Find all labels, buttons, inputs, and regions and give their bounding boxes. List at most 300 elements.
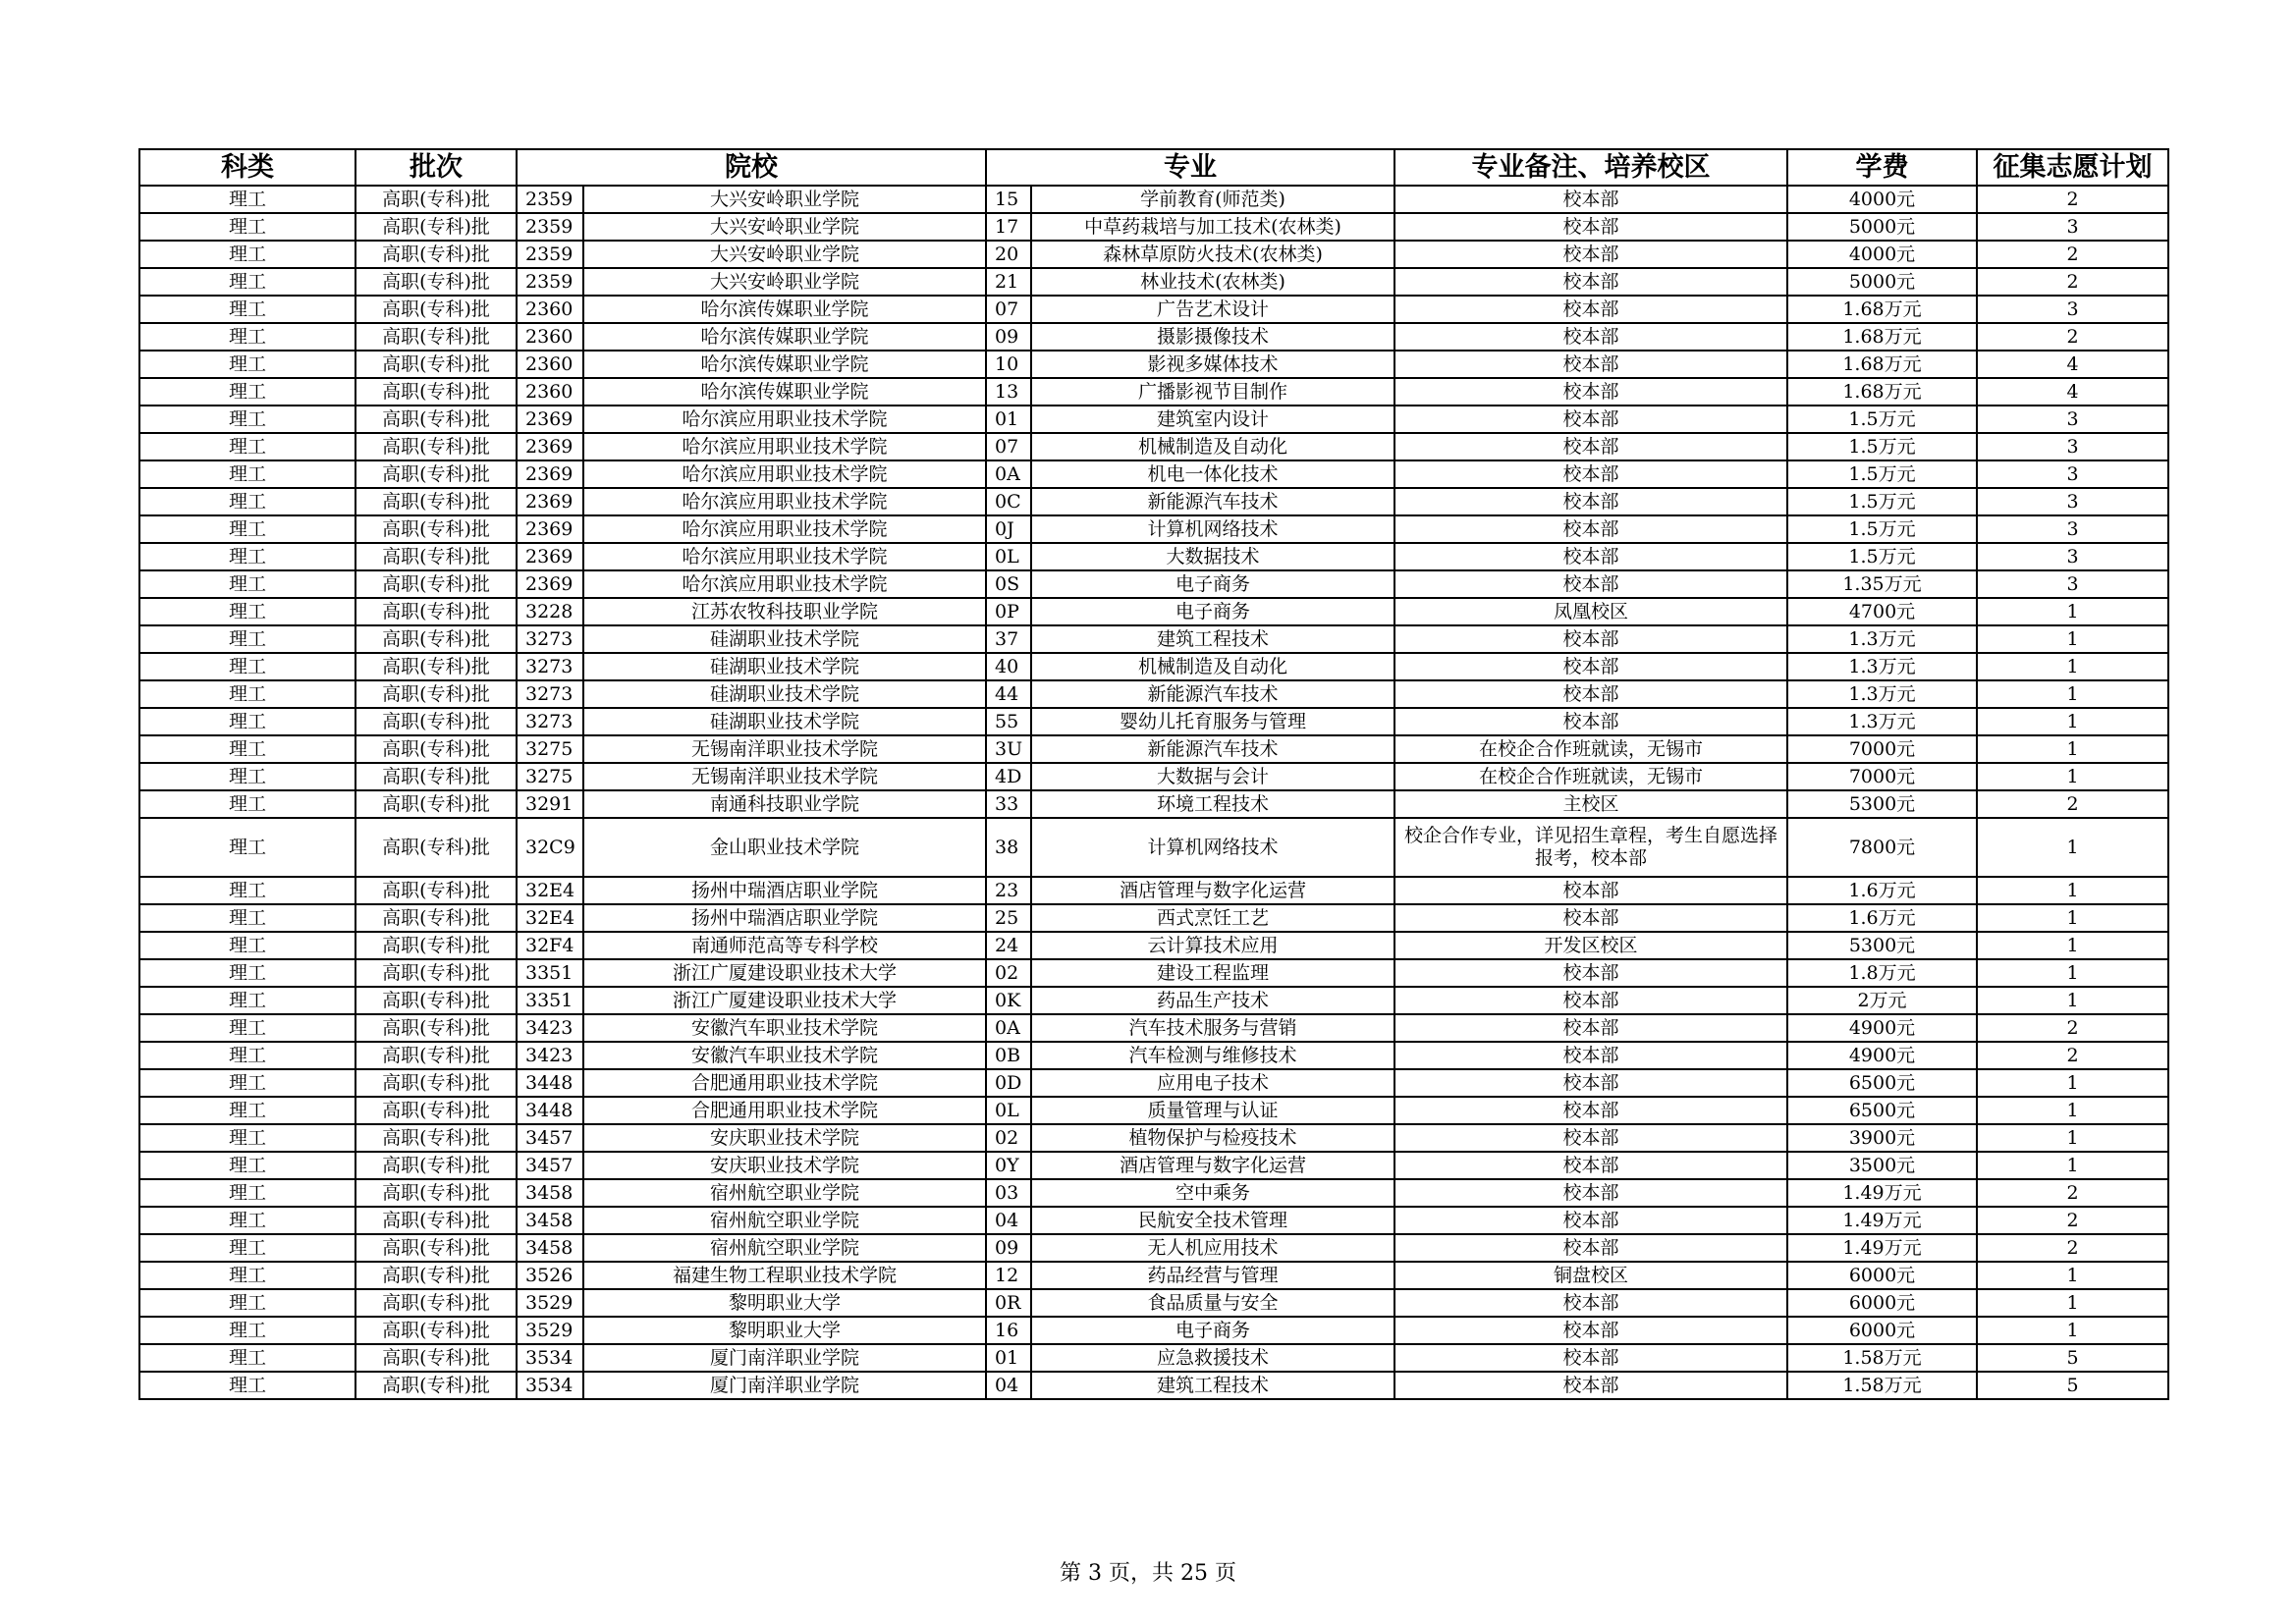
- plan-cell: 3: [1977, 213, 2168, 241]
- batch-cell: 高职(专科)批: [355, 1317, 517, 1344]
- major-name-cell: 质量管理与认证: [1031, 1097, 1394, 1124]
- major-code-cell: 55: [986, 708, 1031, 735]
- batch-cell: 高职(专科)批: [355, 406, 517, 433]
- major-name-cell: 大数据技术: [1031, 543, 1394, 570]
- plan-cell: 1: [1977, 1152, 2168, 1179]
- header-category: 科类: [139, 149, 355, 186]
- tuition-cell: 1.6万元: [1787, 904, 1977, 932]
- school-name-cell: 江苏农牧科技职业学院: [583, 598, 986, 625]
- major-name-cell: 酒店管理与数字化运营: [1031, 877, 1394, 904]
- major-code-cell: 15: [986, 186, 1031, 213]
- school-code-cell: 3448: [517, 1097, 583, 1124]
- school-code-cell: 32E4: [517, 877, 583, 904]
- major-code-cell: 21: [986, 268, 1031, 296]
- major-name-cell: 森林草原防火技术(农林类): [1031, 241, 1394, 268]
- table-row: [139, 1207, 2168, 1234]
- table-row: [139, 570, 2168, 598]
- major-name-cell: 广告艺术设计: [1031, 296, 1394, 323]
- major-code-cell: 4D: [986, 763, 1031, 790]
- category-cell: 理工: [139, 186, 355, 213]
- tuition-cell: 1.3万元: [1787, 625, 1977, 653]
- plan-cell: 2: [1977, 1234, 2168, 1262]
- major-name-cell: 环境工程技术: [1031, 790, 1394, 818]
- major-code-cell: 0L: [986, 1097, 1031, 1124]
- major-code-cell: 23: [986, 877, 1031, 904]
- category-cell: 理工: [139, 323, 355, 351]
- remarks-cell: 开发区校区: [1394, 932, 1787, 959]
- plan-cell: 1: [1977, 708, 2168, 735]
- school-name-cell: 哈尔滨应用职业技术学院: [583, 543, 986, 570]
- plan-cell: 3: [1977, 543, 2168, 570]
- table-row: [139, 1289, 2168, 1317]
- major-code-cell: 0K: [986, 987, 1031, 1014]
- school-code-cell: 3458: [517, 1234, 583, 1262]
- plan-cell: 1: [1977, 1317, 2168, 1344]
- major-name-cell: 建设工程监理: [1031, 959, 1394, 987]
- school-code-cell: 3423: [517, 1042, 583, 1069]
- remarks-cell: 校本部: [1394, 543, 1787, 570]
- batch-cell: 高职(专科)批: [355, 653, 517, 680]
- remarks-cell: 校本部: [1394, 1014, 1787, 1042]
- tuition-cell: 5000元: [1787, 213, 1977, 241]
- tuition-cell: 6000元: [1787, 1317, 1977, 1344]
- major-name-cell: 影视多媒体技术: [1031, 351, 1394, 378]
- table-row: [139, 378, 2168, 406]
- plan-cell: 4: [1977, 351, 2168, 378]
- school-code-cell: 2360: [517, 378, 583, 406]
- school-code-cell: 3526: [517, 1262, 583, 1289]
- table-row: [139, 790, 2168, 818]
- table-row: [139, 433, 2168, 460]
- school-name-cell: 哈尔滨传媒职业学院: [583, 296, 986, 323]
- header-row: [139, 149, 2168, 186]
- category-cell: 理工: [139, 790, 355, 818]
- major-name-cell: 药品经营与管理: [1031, 1262, 1394, 1289]
- table-row: [139, 1262, 2168, 1289]
- major-name-cell: 电子商务: [1031, 598, 1394, 625]
- school-code-cell: 3275: [517, 763, 583, 790]
- major-name-cell: 空中乘务: [1031, 1179, 1394, 1207]
- school-name-cell: 大兴安岭职业学院: [583, 268, 986, 296]
- remarks-cell: 校本部: [1394, 680, 1787, 708]
- school-code-cell: 2359: [517, 241, 583, 268]
- plan-cell: 3: [1977, 433, 2168, 460]
- tuition-cell: 4900元: [1787, 1042, 1977, 1069]
- school-name-cell: 宿州航空职业学院: [583, 1179, 986, 1207]
- major-name-cell: 西式烹饪工艺: [1031, 904, 1394, 932]
- school-name-cell: 大兴安岭职业学院: [583, 241, 986, 268]
- remarks-cell: 校本部: [1394, 653, 1787, 680]
- major-code-cell: 20: [986, 241, 1031, 268]
- major-code-cell: 09: [986, 323, 1031, 351]
- school-code-cell: 2369: [517, 406, 583, 433]
- category-cell: 理工: [139, 268, 355, 296]
- major-code-cell: 01: [986, 406, 1031, 433]
- tuition-cell: 6000元: [1787, 1289, 1977, 1317]
- school-name-cell: 福建生物工程职业技术学院: [583, 1262, 986, 1289]
- major-name-cell: 大数据与会计: [1031, 763, 1394, 790]
- major-name-cell: 民航安全技术管理: [1031, 1207, 1394, 1234]
- school-name-cell: 哈尔滨应用职业技术学院: [583, 460, 986, 488]
- batch-cell: 高职(专科)批: [355, 570, 517, 598]
- batch-cell: 高职(专科)批: [355, 1014, 517, 1042]
- table-row: [139, 351, 2168, 378]
- school-name-cell: 南通师范高等专科学校: [583, 932, 986, 959]
- major-name-cell: 新能源汽车技术: [1031, 735, 1394, 763]
- school-code-cell: 3291: [517, 790, 583, 818]
- plan-cell: 2: [1977, 790, 2168, 818]
- category-cell: 理工: [139, 763, 355, 790]
- batch-cell: 高职(专科)批: [355, 186, 517, 213]
- table-row: [139, 296, 2168, 323]
- table-row: [139, 625, 2168, 653]
- plan-cell: 1: [1977, 932, 2168, 959]
- major-code-cell: 0B: [986, 1042, 1031, 1069]
- table-row: [139, 1014, 2168, 1042]
- school-name-cell: 无锡南洋职业技术学院: [583, 735, 986, 763]
- remarks-cell: 校本部: [1394, 1317, 1787, 1344]
- batch-cell: 高职(专科)批: [355, 241, 517, 268]
- category-cell: 理工: [139, 1207, 355, 1234]
- plan-cell: 1: [1977, 1069, 2168, 1097]
- tuition-cell: 1.68万元: [1787, 378, 1977, 406]
- major-name-cell: 计算机网络技术: [1031, 818, 1394, 877]
- plan-cell: 2: [1977, 323, 2168, 351]
- remarks-cell: 校本部: [1394, 1207, 1787, 1234]
- major-name-cell: 新能源汽车技术: [1031, 680, 1394, 708]
- tuition-cell: 5300元: [1787, 790, 1977, 818]
- plan-cell: 3: [1977, 488, 2168, 515]
- table-row: [139, 1069, 2168, 1097]
- major-code-cell: 16: [986, 1317, 1031, 1344]
- batch-cell: 高职(专科)批: [355, 959, 517, 987]
- major-code-cell: 02: [986, 959, 1031, 987]
- batch-cell: 高职(专科)批: [355, 323, 517, 351]
- category-cell: 理工: [139, 1152, 355, 1179]
- remarks-cell: 主校区: [1394, 790, 1787, 818]
- major-code-cell: 17: [986, 213, 1031, 241]
- category-cell: 理工: [139, 959, 355, 987]
- major-name-cell: 汽车检测与维修技术: [1031, 1042, 1394, 1069]
- major-name-cell: 计算机网络技术: [1031, 515, 1394, 543]
- school-code-cell: 3273: [517, 625, 583, 653]
- remarks-cell: 校本部: [1394, 625, 1787, 653]
- category-cell: 理工: [139, 653, 355, 680]
- school-code-cell: 3529: [517, 1317, 583, 1344]
- plan-cell: 2: [1977, 1207, 2168, 1234]
- school-name-cell: 哈尔滨应用职业技术学院: [583, 515, 986, 543]
- remarks-cell: 校本部: [1394, 351, 1787, 378]
- tuition-cell: 1.5万元: [1787, 488, 1977, 515]
- table-row: [139, 1317, 2168, 1344]
- header-batch: 批次: [355, 149, 517, 186]
- school-code-cell: 32E4: [517, 904, 583, 932]
- batch-cell: 高职(专科)批: [355, 378, 517, 406]
- major-code-cell: 0D: [986, 1069, 1031, 1097]
- school-name-cell: 硅湖职业技术学院: [583, 680, 986, 708]
- batch-cell: 高职(专科)批: [355, 515, 517, 543]
- page-number: 第 3 页，共 25 页: [1060, 1561, 1236, 1586]
- tuition-cell: 3500元: [1787, 1152, 1977, 1179]
- tuition-cell: 7800元: [1787, 818, 1977, 877]
- major-code-cell: 44: [986, 680, 1031, 708]
- batch-cell: 高职(专科)批: [355, 268, 517, 296]
- school-code-cell: 3458: [517, 1179, 583, 1207]
- remarks-cell: 凤凰校区: [1394, 598, 1787, 625]
- remarks-cell: 铜盘校区: [1394, 1262, 1787, 1289]
- school-code-cell: 2369: [517, 460, 583, 488]
- remarks-cell: 校本部: [1394, 1124, 1787, 1152]
- table-row: [139, 515, 2168, 543]
- table-row: [139, 241, 2168, 268]
- category-cell: 理工: [139, 625, 355, 653]
- major-code-cell: 0A: [986, 460, 1031, 488]
- school-code-cell: 3228: [517, 598, 583, 625]
- tuition-cell: 7000元: [1787, 763, 1977, 790]
- table-row: [139, 1344, 2168, 1372]
- remarks-cell: 校本部: [1394, 987, 1787, 1014]
- batch-cell: 高职(专科)批: [355, 351, 517, 378]
- school-code-cell: 32F4: [517, 932, 583, 959]
- plan-cell: 5: [1977, 1344, 2168, 1372]
- table-row: [139, 877, 2168, 904]
- major-code-cell: 25: [986, 904, 1031, 932]
- plan-cell: 2: [1977, 1042, 2168, 1069]
- plan-cell: 1: [1977, 1289, 2168, 1317]
- category-cell: 理工: [139, 570, 355, 598]
- school-name-cell: 扬州中瑞酒店职业学院: [583, 877, 986, 904]
- table-row: [139, 1097, 2168, 1124]
- school-code-cell: 3423: [517, 1014, 583, 1042]
- category-cell: 理工: [139, 1014, 355, 1042]
- school-code-cell: 3534: [517, 1372, 583, 1399]
- category-cell: 理工: [139, 1262, 355, 1289]
- header-plan: 征集志愿计划: [1977, 149, 2168, 186]
- batch-cell: 高职(专科)批: [355, 1262, 517, 1289]
- category-cell: 理工: [139, 1124, 355, 1152]
- batch-cell: 高职(专科)批: [355, 625, 517, 653]
- remarks-cell: 校本部: [1394, 213, 1787, 241]
- remarks-cell: 校本部: [1394, 241, 1787, 268]
- plan-cell: 3: [1977, 570, 2168, 598]
- category-cell: 理工: [139, 433, 355, 460]
- batch-cell: 高职(专科)批: [355, 1152, 517, 1179]
- major-name-cell: 摄影摄像技术: [1031, 323, 1394, 351]
- school-code-cell: 3351: [517, 959, 583, 987]
- school-name-cell: 硅湖职业技术学院: [583, 653, 986, 680]
- category-cell: 理工: [139, 460, 355, 488]
- table-row: [139, 460, 2168, 488]
- school-name-cell: 扬州中瑞酒店职业学院: [583, 904, 986, 932]
- major-name-cell: 应用电子技术: [1031, 1069, 1394, 1097]
- tuition-cell: 1.58万元: [1787, 1344, 1977, 1372]
- tuition-cell: 1.58万元: [1787, 1372, 1977, 1399]
- tuition-cell: 4000元: [1787, 186, 1977, 213]
- category-cell: 理工: [139, 1179, 355, 1207]
- major-code-cell: 01: [986, 1344, 1031, 1372]
- tuition-cell: 1.68万元: [1787, 323, 1977, 351]
- tuition-cell: 1.3万元: [1787, 708, 1977, 735]
- remarks-cell: 校本部: [1394, 323, 1787, 351]
- table-row: [139, 987, 2168, 1014]
- school-code-cell: 2369: [517, 570, 583, 598]
- table-row: [139, 932, 2168, 959]
- tuition-cell: 6000元: [1787, 1262, 1977, 1289]
- major-name-cell: 植物保护与检疫技术: [1031, 1124, 1394, 1152]
- remarks-cell: 校本部: [1394, 406, 1787, 433]
- batch-cell: 高职(专科)批: [355, 488, 517, 515]
- school-name-cell: 硅湖职业技术学院: [583, 708, 986, 735]
- major-code-cell: 03: [986, 1179, 1031, 1207]
- table-row: [139, 1124, 2168, 1152]
- major-code-cell: 0J: [986, 515, 1031, 543]
- plan-cell: 1: [1977, 904, 2168, 932]
- batch-cell: 高职(专科)批: [355, 708, 517, 735]
- school-code-cell: 3457: [517, 1152, 583, 1179]
- category-cell: 理工: [139, 351, 355, 378]
- plan-cell: 2: [1977, 241, 2168, 268]
- major-name-cell: 林业技术(农林类): [1031, 268, 1394, 296]
- batch-cell: 高职(专科)批: [355, 1234, 517, 1262]
- batch-cell: 高职(专科)批: [355, 735, 517, 763]
- tuition-cell: 1.3万元: [1787, 680, 1977, 708]
- major-code-cell: 0A: [986, 1014, 1031, 1042]
- batch-cell: 高职(专科)批: [355, 932, 517, 959]
- remarks-cell: 校本部: [1394, 378, 1787, 406]
- header-remarks: 专业备注、培养校区: [1394, 149, 1787, 186]
- major-code-cell: 04: [986, 1372, 1031, 1399]
- remarks-cell: 在校企合作班就读，无锡市: [1394, 763, 1787, 790]
- major-name-cell: 食品质量与安全: [1031, 1289, 1394, 1317]
- batch-cell: 高职(专科)批: [355, 818, 517, 877]
- category-cell: 理工: [139, 735, 355, 763]
- tuition-cell: 7000元: [1787, 735, 1977, 763]
- school-code-cell: 3448: [517, 1069, 583, 1097]
- major-code-cell: 0S: [986, 570, 1031, 598]
- table-row: [139, 268, 2168, 296]
- tuition-cell: 1.5万元: [1787, 433, 1977, 460]
- remarks-cell: 校本部: [1394, 296, 1787, 323]
- school-code-cell: 3458: [517, 1207, 583, 1234]
- school-name-cell: 哈尔滨传媒职业学院: [583, 323, 986, 351]
- school-name-cell: 安庆职业技术学院: [583, 1152, 986, 1179]
- batch-cell: 高职(专科)批: [355, 1344, 517, 1372]
- school-name-cell: 大兴安岭职业学院: [583, 186, 986, 213]
- table-row: [139, 904, 2168, 932]
- major-name-cell: 广播影视节目制作: [1031, 378, 1394, 406]
- school-code-cell: 2359: [517, 268, 583, 296]
- school-name-cell: 浙江广厦建设职业技术大学: [583, 959, 986, 987]
- batch-cell: 高职(专科)批: [355, 790, 517, 818]
- batch-cell: 高职(专科)批: [355, 296, 517, 323]
- major-code-cell: 0P: [986, 598, 1031, 625]
- tuition-cell: 4000元: [1787, 241, 1977, 268]
- tuition-cell: 1.8万元: [1787, 959, 1977, 987]
- category-cell: 理工: [139, 598, 355, 625]
- tuition-cell: 5300元: [1787, 932, 1977, 959]
- category-cell: 理工: [139, 818, 355, 877]
- school-name-cell: 哈尔滨应用职业技术学院: [583, 488, 986, 515]
- school-name-cell: 哈尔滨应用职业技术学院: [583, 406, 986, 433]
- remarks-cell: 校本部: [1394, 488, 1787, 515]
- school-code-cell: 2369: [517, 488, 583, 515]
- major-code-cell: 37: [986, 625, 1031, 653]
- remarks-cell: 校本部: [1394, 1069, 1787, 1097]
- school-name-cell: 安徽汽车职业技术学院: [583, 1014, 986, 1042]
- remarks-cell: 校本部: [1394, 1344, 1787, 1372]
- major-code-cell: 12: [986, 1262, 1031, 1289]
- batch-cell: 高职(专科)批: [355, 904, 517, 932]
- school-name-cell: 金山职业技术学院: [583, 818, 986, 877]
- table-row: [139, 959, 2168, 987]
- school-name-cell: 宿州航空职业学院: [583, 1207, 986, 1234]
- remarks-cell: 校本部: [1394, 1097, 1787, 1124]
- batch-cell: 高职(专科)批: [355, 1179, 517, 1207]
- plan-cell: 1: [1977, 1097, 2168, 1124]
- major-code-cell: 40: [986, 653, 1031, 680]
- tuition-cell: 1.49万元: [1787, 1234, 1977, 1262]
- remarks-cell: 校本部: [1394, 1042, 1787, 1069]
- remarks-cell: 校本部: [1394, 433, 1787, 460]
- remarks-cell: 校本部: [1394, 515, 1787, 543]
- remarks-cell: 校本部: [1394, 186, 1787, 213]
- major-name-cell: 建筑工程技术: [1031, 625, 1394, 653]
- category-cell: 理工: [139, 378, 355, 406]
- school-name-cell: 浙江广厦建设职业技术大学: [583, 987, 986, 1014]
- plan-cell: 1: [1977, 877, 2168, 904]
- major-name-cell: 新能源汽车技术: [1031, 488, 1394, 515]
- plan-cell: 1: [1977, 959, 2168, 987]
- school-code-cell: 3529: [517, 1289, 583, 1317]
- major-name-cell: 汽车技术服务与营销: [1031, 1014, 1394, 1042]
- tuition-cell: 4900元: [1787, 1014, 1977, 1042]
- tuition-cell: 1.5万元: [1787, 406, 1977, 433]
- school-code-cell: 2369: [517, 543, 583, 570]
- table-row: [139, 653, 2168, 680]
- school-code-cell: 3273: [517, 708, 583, 735]
- school-name-cell: 南通科技职业学院: [583, 790, 986, 818]
- category-cell: 理工: [139, 708, 355, 735]
- school-name-cell: 合肥通用职业技术学院: [583, 1069, 986, 1097]
- plan-cell: 1: [1977, 818, 2168, 877]
- school-code-cell: 2369: [517, 515, 583, 543]
- tuition-cell: 5000元: [1787, 268, 1977, 296]
- major-code-cell: 04: [986, 1207, 1031, 1234]
- batch-cell: 高职(专科)批: [355, 987, 517, 1014]
- plan-cell: 2: [1977, 186, 2168, 213]
- batch-cell: 高职(专科)批: [355, 877, 517, 904]
- major-name-cell: 机械制造及自动化: [1031, 433, 1394, 460]
- table-row: [139, 323, 2168, 351]
- major-name-cell: 无人机应用技术: [1031, 1234, 1394, 1262]
- plan-cell: 3: [1977, 460, 2168, 488]
- major-name-cell: 电子商务: [1031, 570, 1394, 598]
- table-body: [139, 186, 2168, 1399]
- batch-cell: 高职(专科)批: [355, 1289, 517, 1317]
- major-code-cell: 0R: [986, 1289, 1031, 1317]
- table-row: [139, 1234, 2168, 1262]
- category-cell: 理工: [139, 1069, 355, 1097]
- school-code-cell: 2359: [517, 213, 583, 241]
- major-code-cell: 0C: [986, 488, 1031, 515]
- tuition-cell: 1.35万元: [1787, 570, 1977, 598]
- remarks-cell: 在校企合作班就读，无锡市: [1394, 735, 1787, 763]
- school-code-cell: 32C9: [517, 818, 583, 877]
- school-code-cell: 3534: [517, 1344, 583, 1372]
- table-row: [139, 186, 2168, 213]
- major-name-cell: 酒店管理与数字化运营: [1031, 1152, 1394, 1179]
- batch-cell: 高职(专科)批: [355, 1042, 517, 1069]
